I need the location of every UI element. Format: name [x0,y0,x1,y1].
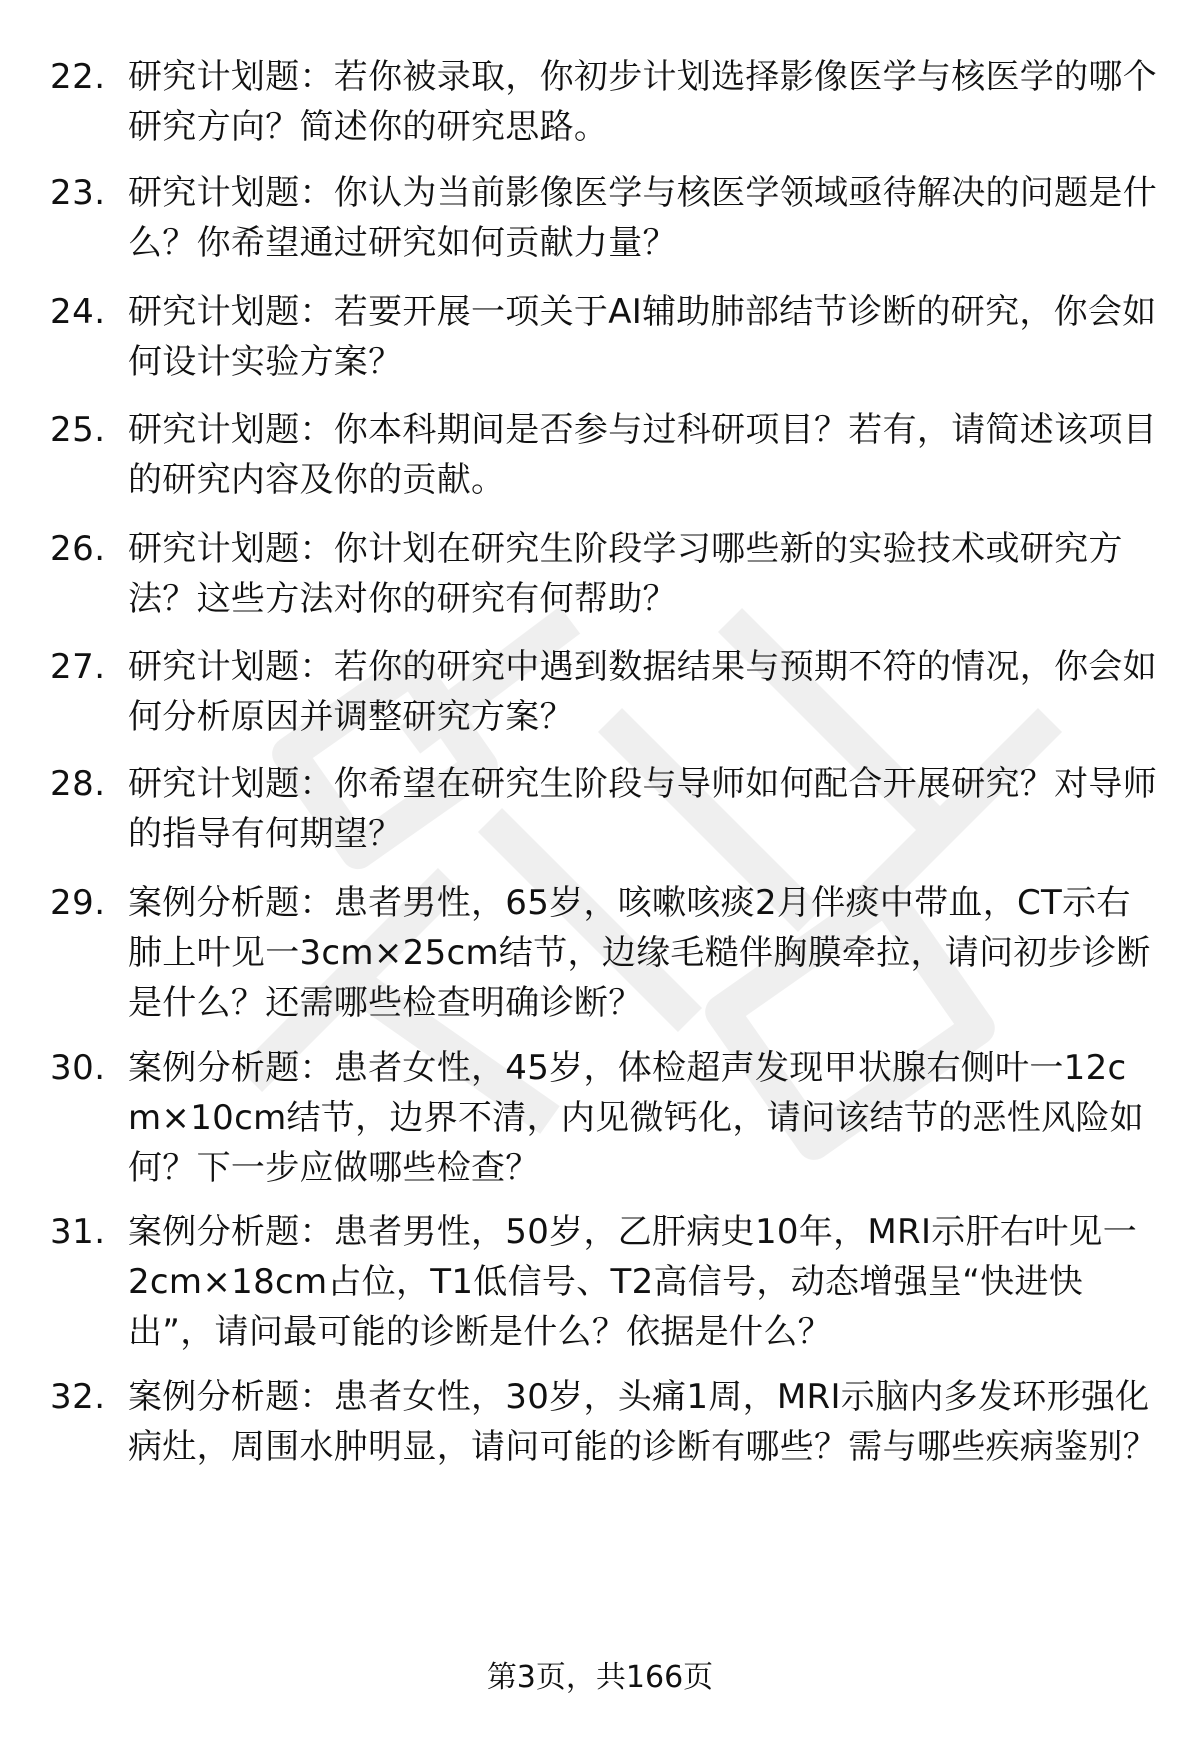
question-number: 23. [50,173,106,213]
question-text: 案例分析题：患者男性，50岁，乙肝病史10年，MRI示肝右叶见一2cm×18cm占位，T1低信号、T2高信号，动态增强呈“快进快出”，请问最可能的诊断是什么？依据是什么？ [128,1212,1138,1352]
question-number: 22. [50,57,106,97]
question-number: 29. [50,883,106,923]
question-text: 研究计划题：你本科期间是否参与过科研项目？若有，请简述该项目的研究内容及你的贡献。 [128,410,1157,500]
page-number-footer: 第3页，共166页 [486,1660,714,1695]
question-text: 案例分析题：患者女性，45岁，体检超声发现甲状腺右侧叶一12cm×10cm结节，边界不清，内见微钙化，请问该结节的恶性风险如何？下一步应做哪些检查？ [128,1048,1144,1188]
question-text: 研究计划题：你计划在研究生阶段学习哪些新的实验技术或研究方法？这些方法对你的研究有何帮助？ [128,529,1123,619]
question-text: 研究计划题：若要开展一项关于AI辅助肺部结节诊断的研究，你会如何设计实验方案？ [128,292,1157,382]
question-number: 27. [50,647,106,687]
question-text: 案例分析题：患者男性，65岁，咳嗽咳痰2月伴痰中带血，CT示右肺上叶见一3cm×25cm结节，边缘毛糙伴胸膜牵拉，请问初步诊断是什么？还需哪些检查明确诊断？ [128,883,1151,1023]
question-text: 研究计划题：你认为当前影像医学与核医学领域亟待解决的问题是什么？你希望通过研究如何贡献力量？ [128,173,1157,263]
question-number: 31. [50,1212,106,1252]
question-number: 26. [50,529,106,569]
question-number: 24. [50,292,106,332]
question-number: 32. [50,1377,106,1417]
question-text: 研究计划题：你希望在研究生阶段与导师如何配合开展研究？对导师的指导有何期望？ [128,764,1157,854]
question-text: 研究计划题：若你被录取，你初步计划选择影像医学与核医学的哪个研究方向？简述你的研究思路。 [128,57,1157,147]
question-number: 30. [50,1048,106,1088]
question-text: 研究计划题：若你的研究中遇到数据结果与预期不符的情况，你会如何分析原因并调整研究方案？ [128,647,1157,737]
question-text: 案例分析题：患者女性，30岁，头痛1周，MRI示脑内多发环形强化病灶，周围水肿明显，请问可能的诊断有哪些？需与哪些疾病鉴别？ [128,1377,1157,1467]
question-number: 28. [50,764,106,804]
question-number: 25. [50,410,106,450]
